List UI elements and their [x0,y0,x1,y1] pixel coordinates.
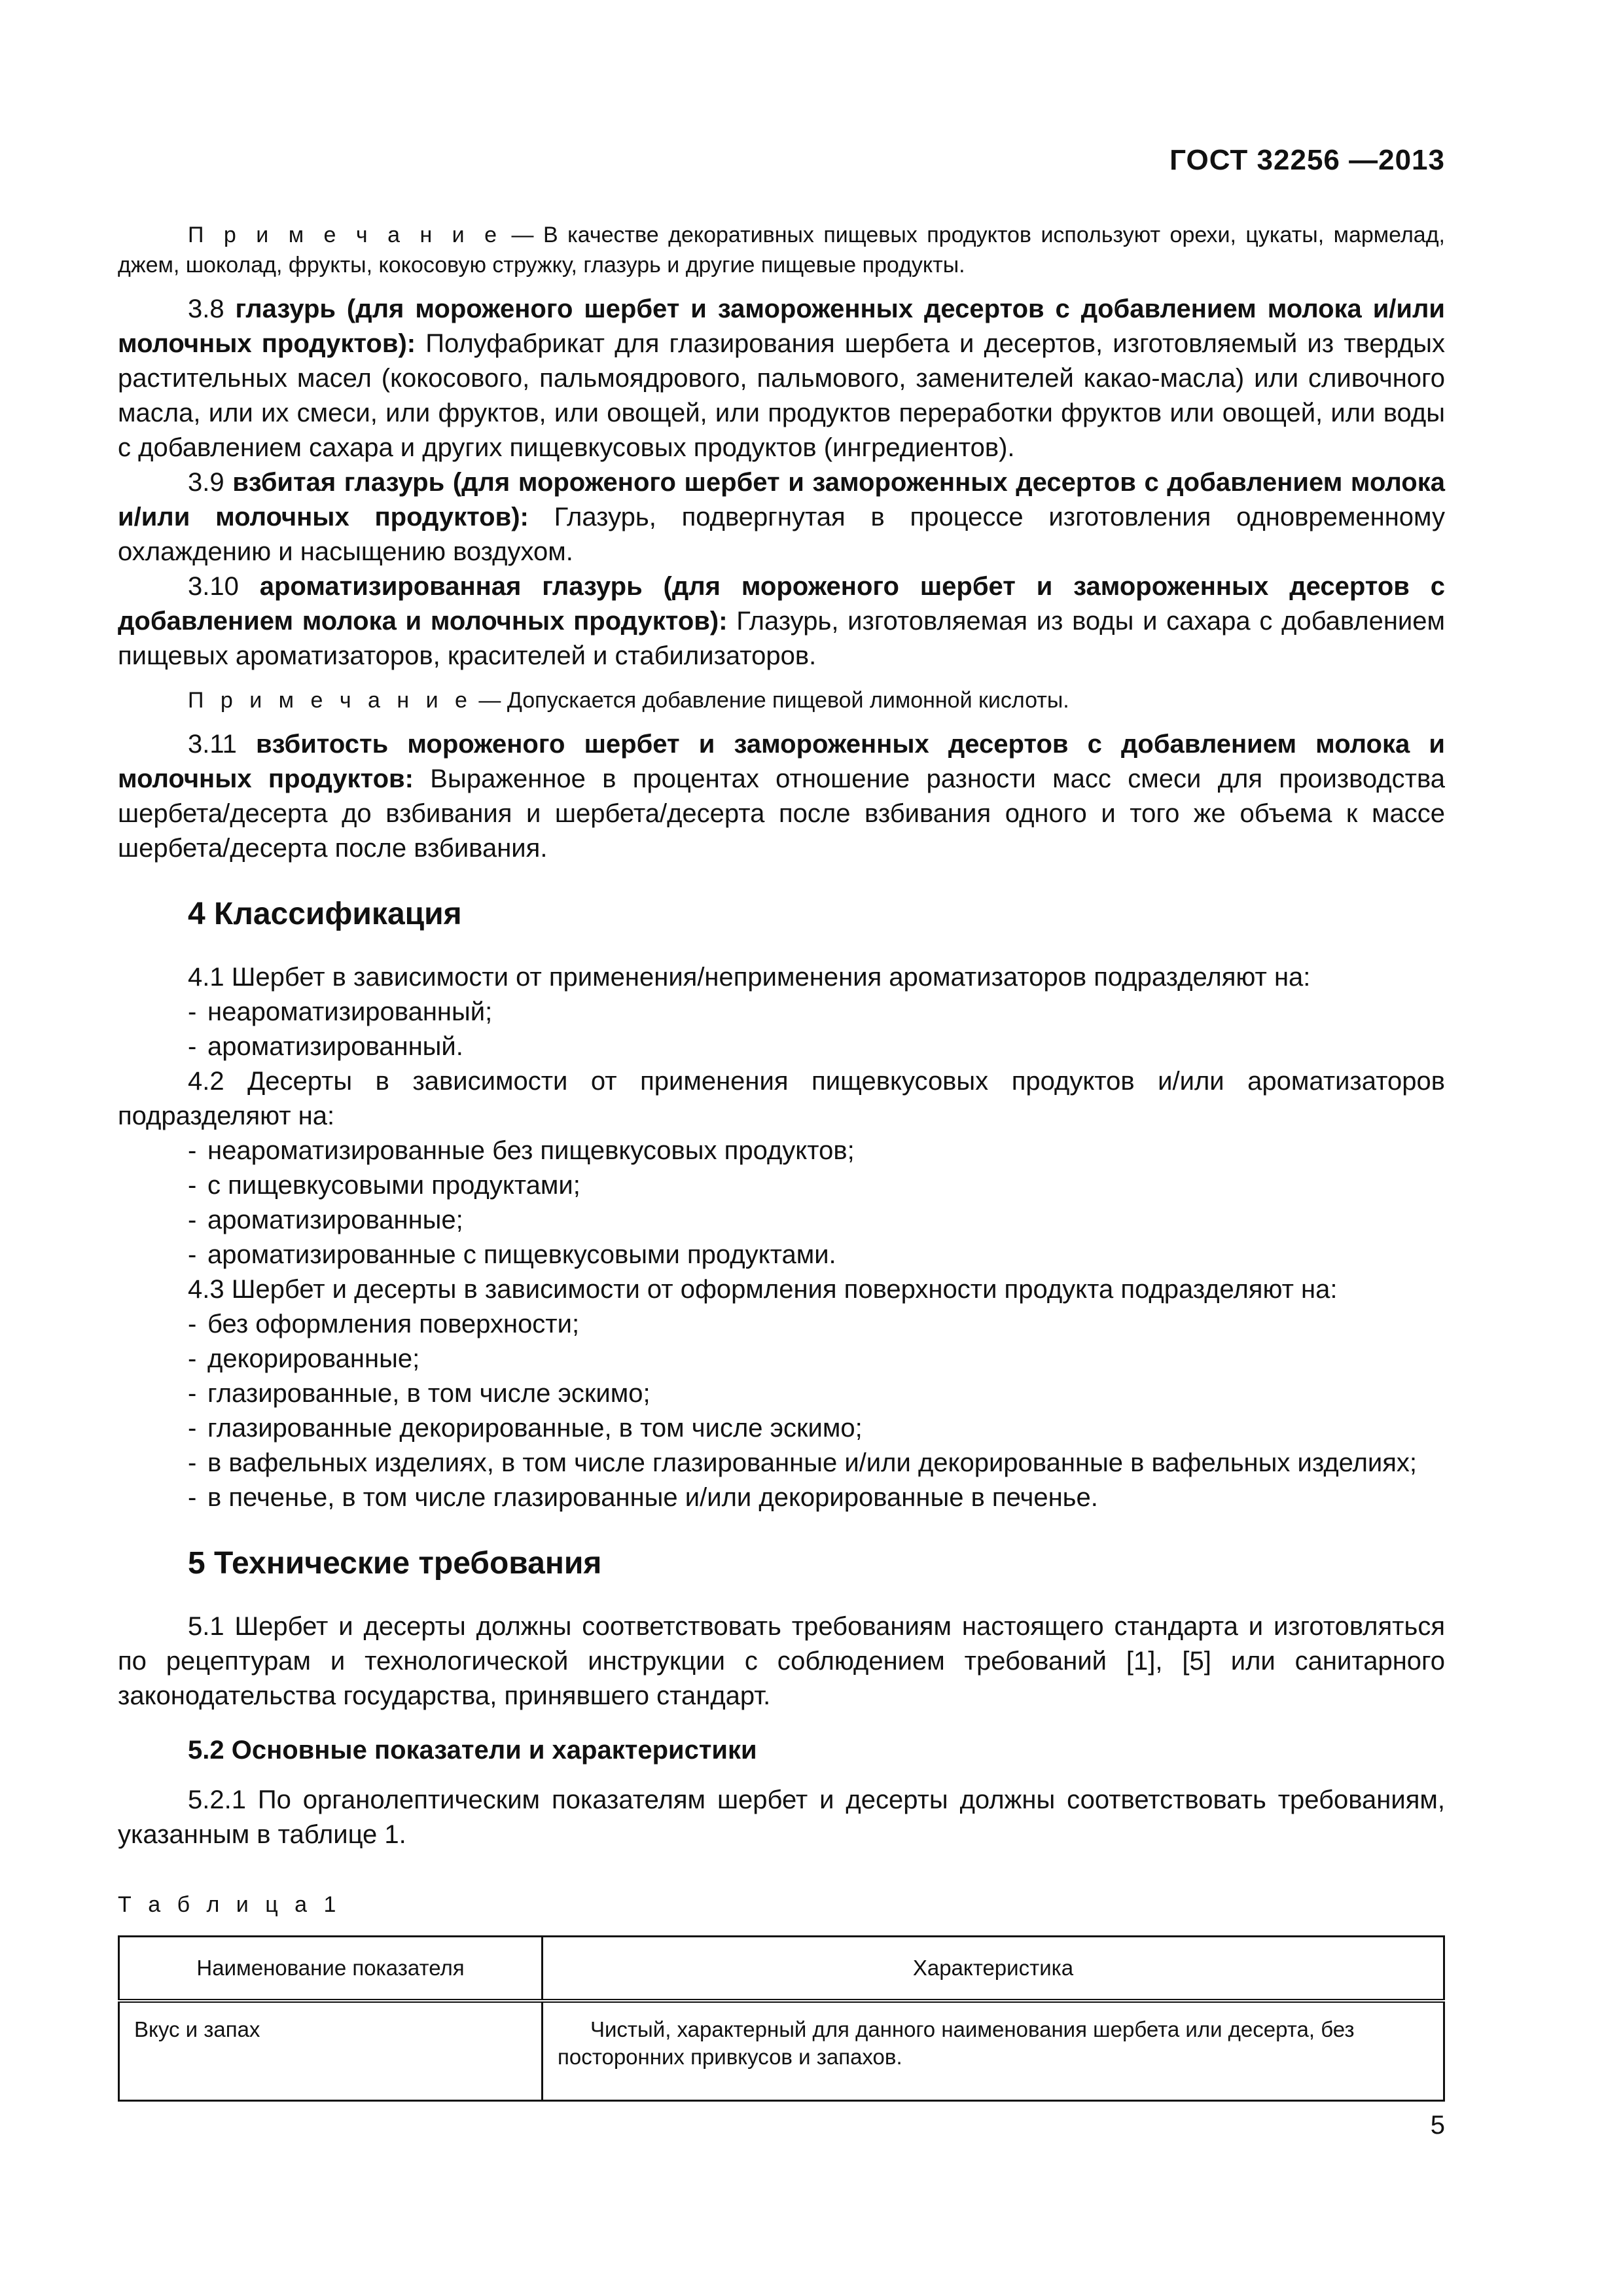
page-number: 5 [1430,2111,1445,2140]
note-label: П р и м е ч а н и е [188,223,503,247]
clause-5-2-1: 5.2.1 По органолептическим показателям шербет и десерты должны соответствовать требованиям, указанным в таблице 1. [118,1785,1445,1849]
term-number: 3.8 [188,295,236,323]
term-definition: Полуфабрикат для глазирования шербета и десертов, изготовляемый из твердых растительных масел (кокосового, пальмоядрового, пальмового, заменителей какао-масла) или сливочного масла, или их смеси, или фруктов, или овощей, или продуктов переработки фруктов или овощей, или воды с добавлением сахара и других пищевкусовых продуктов (ингредиентов). [118,329,1446,462]
table-cell-characteristic: Чистый, характерный для данного наименования шербета или десерта, без посторонних привкусов и запахов. [543,2001,1444,2101]
term-3-11 [118,727,1445,866]
list-4-3 [118,1307,1445,1515]
list-item: - неароматизированный; [188,997,493,1026]
term-3-9 [118,465,1445,569]
list-item: - с пищевкусовыми продуктами; [188,1171,580,1200]
column-header-characteristic: Характеристика [543,1937,1444,2001]
note-text: — Допускается добавление пищевой лимонной кислоты. [472,688,1069,713]
list-item: - декорированные; [188,1344,420,1373]
term-name: ароматизированная глазурь (для мороженого шербет и замороженных десертов с добавлением молока и молочных продуктов): [118,572,1446,636]
table-1-title: Т а б л и ц а 1 [118,1892,342,1917]
list-item: - глазированные декорированные, в том числе эскимо; [188,1414,863,1443]
list-item: - ароматизированные с пищевкусовыми продуктами. [188,1240,836,1269]
list-4-2 [118,1134,1445,1272]
section-4-title: 4 Классификация [188,897,462,931]
subsection-5-2-title: 5.2 Основные показатели и характеристики [188,1736,757,1765]
table-row [119,2001,1444,2101]
clause-4-2: 4.2 Десерты в зависимости от применения пищевкусовых продуктов и/или ароматизаторов подразделяют на: [118,1067,1445,1130]
table-1 [118,1935,1445,2102]
term-name: взбитость мороженого шербет и замороженных десертов с добавлением молока и молочных продуктов: [118,730,1445,793]
list-item: - в вафельных изделиях, в том числе глазированные и/или декорированные в вафельных изделиях; [188,1448,1418,1477]
document-number: ГОСТ 32256 —2013 [1169,144,1445,176]
table-cell-indicator: Вкус и запах [119,2001,543,2101]
term-3-10 [118,569,1445,673]
clause-4-3: 4.3 Шербет и десерты в зависимости от оформления поверхности продукта подразделяют на: [188,1275,1338,1304]
note-decorative-products [118,220,1445,280]
term-number: 3.10 [188,572,260,601]
list-item: - неароматизированные без пищевкусовых продуктов; [188,1136,855,1165]
term-name: взбитая глазурь (для мороженого шербет и замороженных десертов с добавлением молока и/или молочных продуктов): [118,468,1446,531]
note-label: П р и м е ч а н и е [188,688,473,713]
note-text: — В качестве декоративных пищевых продуктов используют орехи, цукаты, мармелад, джем, шоколад, фрукты, кокосовую стружку, глазурь и другие пищевые продукты. [118,223,1445,278]
list-item: - глазированные, в том числе эскимо; [188,1379,651,1408]
column-header-indicator: Наименование показателя [119,1937,543,2001]
list-item: - ароматизированный. [188,1032,463,1061]
section-5-title: 5 Технические требования [188,1546,602,1581]
list-4-1 [118,995,1445,1064]
term-definition: Глазурь, изготовляемая из воды и сахара с добавлением пищевых ароматизаторов, красителей и стабилизаторов. [118,607,1446,670]
clause-4-1: 4.1 Шербет в зависимости от применения/неприменения ароматизаторов подразделяют на: [188,963,1311,992]
clause-5-1: 5.1 Шербет и десерты должны соответствовать требованиям настоящего стандарта и изготовляться по рецептурам и технологической инструкции с соблюдением требований [1], [5] или санитарного законодательства государства, принявшего стандарт. [118,1612,1445,1710]
term-3-8 [118,292,1445,465]
table-header-row [119,1937,1444,2001]
term-name: глазурь (для мороженого шербет и замороженных десертов с добавлением молока и/или молочных продуктов): [118,295,1446,358]
term-number: 3.11 [188,730,257,759]
note-citric-acid [118,685,1445,715]
term-definition: Глазурь, подвергнутая в процессе изготовления одновременному охлаждению и насыщению воздухом. [118,503,1446,566]
term-definition: Выраженное в процентах отношение разности масс смеси для производства шербета/десерта до взбивания и шербета/десерта после взбивания одного и того же объема к массе шербета/десерта после взбивания. [118,764,1445,863]
list-item: - без оформления поверхности; [188,1310,580,1338]
list-item: - в печенье, в том числе глазированные и/или декорированные в печенье. [188,1483,1098,1512]
list-item: - ароматизированные; [188,1206,463,1234]
term-number: 3.9 [188,468,233,497]
page-content [118,208,1445,2102]
